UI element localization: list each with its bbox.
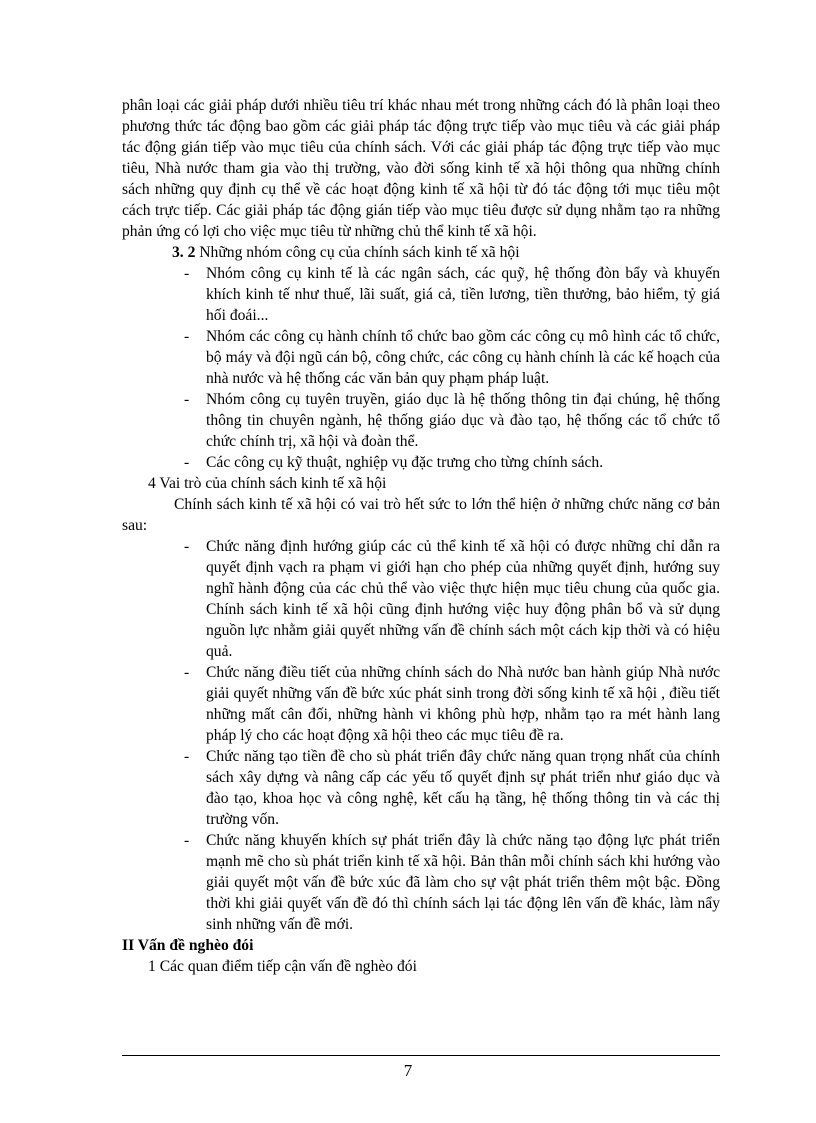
list-item-text: Chức năng tạo tiền đề cho sù phát triển đây chức năng quan trọng nhất của chính sách xây dựng và nâng cấp các yếu tố quyết định sự phát triển như giáo dục và đào tạo, khoa học và công nghệ, kết cấu hạ tầng, hệ thống thông tin và các thị trường vốn. bbox=[206, 748, 720, 828]
list-item-text: Nhóm công cụ kinh tế là các ngân sách, các quỹ, hệ thống đòn bẩy và khuyến khích kinh tế như thuế, lãi suất, giá cả, tiền lương, tiền thưởng, bảo hiểm, tỷ giá hối đoái... bbox=[206, 265, 720, 324]
list-item-text: Chức năng định hướng giúp các củ thể kinh tế xã hội có được những chỉ dẫn ra quyết định vạch ra phạm vi giới hạn cho phép của những quyết định, hướng suy nghĩ hành động của các chủ thể vào việc thực hiện mục tiêu chung của quốc gia. Chính sách kinh tế xã hội cũng định hướng việc huy động phân bổ và sử dụng nguồn lực nhằm giải quyết những vấn đề chính sách một cách kịp thời và có hiệu quả. bbox=[206, 538, 720, 660]
list-item bbox=[122, 452, 720, 473]
dash-bullet: - bbox=[184, 454, 190, 471]
dash-bullet: - bbox=[184, 328, 190, 345]
section-II-heading: II Vấn đề nghèo đói bbox=[122, 937, 254, 954]
list-item-text: Chức năng điều tiết của những chính sách do Nhà nước ban hành giúp Nhà nước giải quyết những vấn đề bức xúc phát sinh trong đời sống kinh tế xã hội , điều tiết những mất cân đối, những hành vi không phù hợp, nhằm tạo ra mét hành lang pháp lý cho các hoạt động xã hội theo các mục tiêu đề ra. bbox=[206, 664, 720, 744]
list-item bbox=[122, 326, 720, 389]
list-item bbox=[122, 746, 720, 830]
list-item-text: Nhóm công cụ tuyên truyền, giáo dục là hệ thống thông tin đại chúng, hệ thống thông tin chuyên ngành, hệ thống giáo dục và đào tạo, hệ thống các tổ chức tổ chức chính trị, xã hội và đoàn thể. bbox=[206, 391, 720, 450]
footer-divider bbox=[122, 1055, 720, 1056]
list-item-text: Các công cụ kỹ thuật, nghiệp vụ đặc trưng cho từng chính sách. bbox=[206, 454, 604, 471]
section-II-1-heading: 1 Các quan điểm tiếp cận vấn đề nghèo đói bbox=[148, 958, 417, 975]
list-item bbox=[122, 536, 720, 662]
list-item-text: Chức năng khuyến khích sự phát triển đây là chức năng tạo động lực phát triển mạnh mẽ cho sù phát triển kinh tế xã hội. Bản thân mỗi chính sách khi hướng vào giải quyết một vấn đề bức xúc đã làm cho sự vật phát triển thêm một bậc. Đồng thời khi giải quyết vấn đề đó thì chính sách lại tác động lên vấn đề khác, làm nẩy sinh những vấn đề mới. bbox=[206, 832, 720, 933]
section-3-2-number: 3. 2 bbox=[172, 244, 196, 261]
section-4-heading: 4 Vai trò của chính sách kinh tế xã hội bbox=[148, 475, 387, 492]
intro-paragraph: phân loại các giải pháp dưới nhiều tiêu trí khác nhau mét trong những cách đó là phân loại theo phương thức tác động bao gồm các giải pháp tác động trực tiếp vào mục tiêu và các giải pháp tác động gián tiếp vào mục tiêu của chính sách. Với các giải pháp tác động trực tiếp vào mục tiêu, Nhà nước tham gia vào thị trường, vào đời sống kinh tế xã hội thông qua những chính sách những quy định cụ thể về các hoạt động kinh tế xã hội từ đó tác động tới mục tiêu một cách trực tiếp. Các giải pháp tác động gián tiếp vào mục tiêu được sử dụng nhằm tạo ra những phản ứng có lợi cho việc mục tiêu từ những chủ thể kinh tế xã hội. bbox=[122, 97, 720, 240]
dash-bullet: - bbox=[184, 664, 190, 681]
section-3-2-heading bbox=[122, 242, 720, 263]
document-page bbox=[122, 95, 720, 977]
tools-list bbox=[122, 263, 720, 473]
dash-bullet: - bbox=[184, 748, 190, 765]
list-item bbox=[122, 263, 720, 326]
section-4-intro: Chính sách kinh tế xã hội có vai trò hết sức to lớn thể hiện ở những chức năng cơ bản sau: bbox=[122, 496, 720, 534]
dash-bullet: - bbox=[184, 265, 190, 282]
list-item bbox=[122, 662, 720, 746]
list-item bbox=[122, 389, 720, 452]
dash-bullet: - bbox=[184, 391, 190, 408]
dash-bullet: - bbox=[184, 832, 190, 849]
list-item-text: Nhóm các công cụ hành chính tổ chức bao gồm các công cụ mô hình các tổ chức, bộ máy và đội ngũ cán bộ, công chức, các công cụ hành chính là các kế hoạch của nhà nước và hệ thống các văn bản quy phạm pháp luật. bbox=[206, 328, 720, 387]
section-3-2-title: Những nhóm công cụ của chính sách kinh tế xã hội bbox=[199, 244, 520, 261]
dash-bullet: - bbox=[184, 538, 190, 555]
list-item bbox=[122, 830, 720, 935]
page-number: 7 bbox=[403, 1061, 413, 1080]
functions-list bbox=[122, 536, 720, 935]
